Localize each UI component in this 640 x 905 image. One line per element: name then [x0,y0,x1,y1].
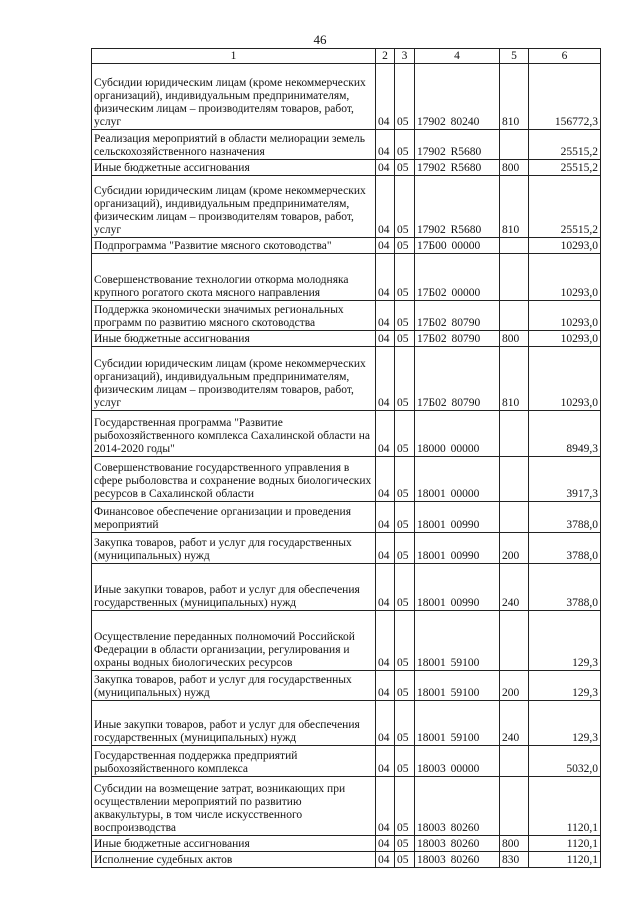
row-amount: 3788,0 [529,502,601,533]
row-subsection: 05 [395,502,415,533]
row-target-article: 17902 R5680 [415,130,500,160]
row-name: Совершенствование технологии откорма молодняка крупного рогатого скота мясного направления [92,254,376,301]
row-target-article: 18001 00990 [415,502,500,533]
table-row [92,411,601,457]
row-expense-type: 240 [500,564,529,611]
table-row [92,301,601,331]
row-subsection: 05 [395,411,415,457]
row-expense-type [500,130,529,160]
row-section: 04 [376,777,395,836]
row-amount: 8949,3 [529,411,601,457]
row-target-article: 17Б02 80790 [415,331,500,347]
row-name: Субсидии юридическим лицам (кроме некоммерческих организаций), индивидуальным предпринимателям, физическим лицам – производителям товаров, работ, услуг [92,176,376,238]
budget-table [91,48,601,868]
row-name: Поддержка экономически значимых региональных программ по развитию мясного скотоводства [92,301,376,331]
row-target-article: 18001 00990 [415,564,500,611]
row-section: 04 [376,130,395,160]
row-expense-type: 810 [500,176,529,238]
row-section: 04 [376,746,395,777]
table-row [92,836,601,852]
row-target-article: 18003 00000 [415,746,500,777]
row-amount: 25515,2 [529,160,601,176]
column-header: 4 [415,49,500,64]
row-target-article: 17902 R5680 [415,176,500,238]
row-section: 04 [376,347,395,411]
row-section: 04 [376,611,395,671]
row-expense-type [500,457,529,502]
table-row [92,238,601,254]
row-amount: 10293,0 [529,238,601,254]
table-row [92,130,601,160]
row-section: 04 [376,533,395,564]
row-subsection: 05 [395,176,415,238]
row-expense-type [500,301,529,331]
table-row [92,746,601,777]
table-row [92,64,601,130]
row-name: Закупка товаров, работ и услуг для государственных (муниципальных) нужд [92,533,376,564]
row-target-article: 18001 59100 [415,671,500,701]
row-subsection: 05 [395,160,415,176]
row-name: Подпрограмма "Развитие мясного скотоводства" [92,238,376,254]
row-amount: 10293,0 [529,254,601,301]
row-subsection: 05 [395,64,415,130]
row-target-article: 17Б02 80790 [415,301,500,331]
column-header: 2 [376,49,395,64]
row-subsection: 05 [395,671,415,701]
row-expense-type: 800 [500,331,529,347]
row-expense-type: 800 [500,160,529,176]
row-expense-type: 800 [500,836,529,852]
row-subsection: 05 [395,301,415,331]
row-amount: 1120,1 [529,777,601,836]
row-target-article: 17Б02 00000 [415,254,500,301]
row-name: Закупка товаров, работ и услуг для государственных (муниципальных) нужд [92,671,376,701]
row-subsection: 05 [395,238,415,254]
row-amount: 3917,3 [529,457,601,502]
row-name: Государственная поддержка предприятий рыбохозяйственного комплекса [92,746,376,777]
row-expense-type [500,777,529,836]
row-section: 04 [376,301,395,331]
row-amount: 156772,3 [529,64,601,130]
row-expense-type: 200 [500,671,529,701]
row-target-article: 18003 80260 [415,836,500,852]
row-amount: 10293,0 [529,347,601,411]
row-name: Субсидии юридическим лицам (кроме некоммерческих организаций), индивидуальным предпринимателям, физическим лицам – производителям товаров, работ, услуг [92,347,376,411]
row-amount: 25515,2 [529,176,601,238]
row-amount: 10293,0 [529,301,601,331]
table-row [92,533,601,564]
row-target-article: 17902 R5680 [415,160,500,176]
row-section: 04 [376,238,395,254]
row-subsection: 05 [395,457,415,502]
row-amount: 10293,0 [529,331,601,347]
row-amount: 3788,0 [529,564,601,611]
column-header: 5 [500,49,529,64]
table-row [92,777,601,836]
row-expense-type [500,238,529,254]
row-amount: 25515,2 [529,130,601,160]
column-header: 1 [92,49,376,64]
table-row [92,331,601,347]
row-section: 04 [376,852,395,868]
row-section: 04 [376,160,395,176]
row-amount: 1120,1 [529,852,601,868]
row-subsection: 05 [395,254,415,301]
row-amount: 129,3 [529,701,601,746]
row-expense-type: 810 [500,347,529,411]
row-name: Субсидии на возмещение затрат, возникающих при осуществлении мероприятий по развитию аквакультуры, в том числе искусственного воспроизводства [92,777,376,836]
row-target-article: 18001 59100 [415,611,500,671]
row-subsection: 05 [395,611,415,671]
page-number: 46 [313,32,327,47]
column-header: 3 [395,49,415,64]
row-name: Иные бюджетные ассигнования [92,836,376,852]
row-expense-type [500,254,529,301]
row-section: 04 [376,701,395,746]
column-number-row [92,49,601,64]
row-subsection: 05 [395,746,415,777]
row-section: 04 [376,564,395,611]
row-amount: 129,3 [529,671,601,701]
table-row [92,457,601,502]
row-expense-type: 240 [500,701,529,746]
row-expense-type [500,502,529,533]
row-section: 04 [376,836,395,852]
row-expense-type [500,411,529,457]
row-name: Иные закупки товаров, работ и услуг для обеспечения государственных (муниципальных) нужд [92,564,376,611]
row-target-article: 18001 00000 [415,457,500,502]
row-name: Финансовое обеспечение организации и проведения мероприятий [92,502,376,533]
row-target-article: 18001 00990 [415,533,500,564]
table-row [92,160,601,176]
row-name: Иные бюджетные ассигнования [92,331,376,347]
row-section: 04 [376,176,395,238]
row-amount: 3788,0 [529,533,601,564]
row-expense-type: 200 [500,533,529,564]
row-amount: 5032,0 [529,746,601,777]
table-row [92,564,601,611]
row-amount: 1120,1 [529,836,601,852]
row-subsection: 05 [395,836,415,852]
row-subsection: 05 [395,852,415,868]
table-row [92,852,601,868]
row-amount: 129,3 [529,611,601,671]
row-name: Исполнение судебных актов [92,852,376,868]
row-subsection: 05 [395,533,415,564]
row-name: Субсидии юридическим лицам (кроме некоммерческих организаций), индивидуальным предпринимателям, физическим лицам – производителям товаров, работ, услуг [92,64,376,130]
row-target-article: 17Б00 00000 [415,238,500,254]
row-section: 04 [376,411,395,457]
row-subsection: 05 [395,701,415,746]
table-row [92,347,601,411]
row-target-article: 18001 59100 [415,701,500,746]
row-target-article: 17902 80240 [415,64,500,130]
row-expense-type: 830 [500,852,529,868]
row-section: 04 [376,502,395,533]
row-section: 04 [376,64,395,130]
row-section: 04 [376,331,395,347]
row-name: Иные бюджетные ассигнования [92,160,376,176]
row-subsection: 05 [395,130,415,160]
row-subsection: 05 [395,777,415,836]
row-expense-type [500,611,529,671]
row-target-article: 18000 00000 [415,411,500,457]
table-row [92,176,601,238]
column-header: 6 [529,49,601,64]
row-target-article: 18003 80260 [415,852,500,868]
row-name: Реализация мероприятий в области мелиорации земель сельскохозяйственного назначения [92,130,376,160]
table-row [92,671,601,701]
row-name: Государственная программа "Развитие рыбохозяйственного комплекса Сахалинской области на 2014-2020 годы" [92,411,376,457]
row-name: Осуществление переданных полномочий Российской Федерации в области организации, регулирования и охраны водных биологических ресурсов [92,611,376,671]
table-row [92,611,601,671]
table-row [92,502,601,533]
row-target-article: 18003 80260 [415,777,500,836]
row-expense-type: 810 [500,64,529,130]
table-row [92,701,601,746]
row-subsection: 05 [395,564,415,611]
row-section: 04 [376,671,395,701]
row-expense-type [500,746,529,777]
row-section: 04 [376,457,395,502]
table-row [92,254,601,301]
row-subsection: 05 [395,347,415,411]
row-subsection: 05 [395,331,415,347]
row-section: 04 [376,254,395,301]
row-name: Иные закупки товаров, работ и услуг для обеспечения государственных (муниципальных) нужд [92,701,376,746]
row-target-article: 17Б02 80790 [415,347,500,411]
row-name: Совершенствование государственного управления в сфере рыболовства и сохранение водных биологических ресурсов в Сахалинской области [92,457,376,502]
